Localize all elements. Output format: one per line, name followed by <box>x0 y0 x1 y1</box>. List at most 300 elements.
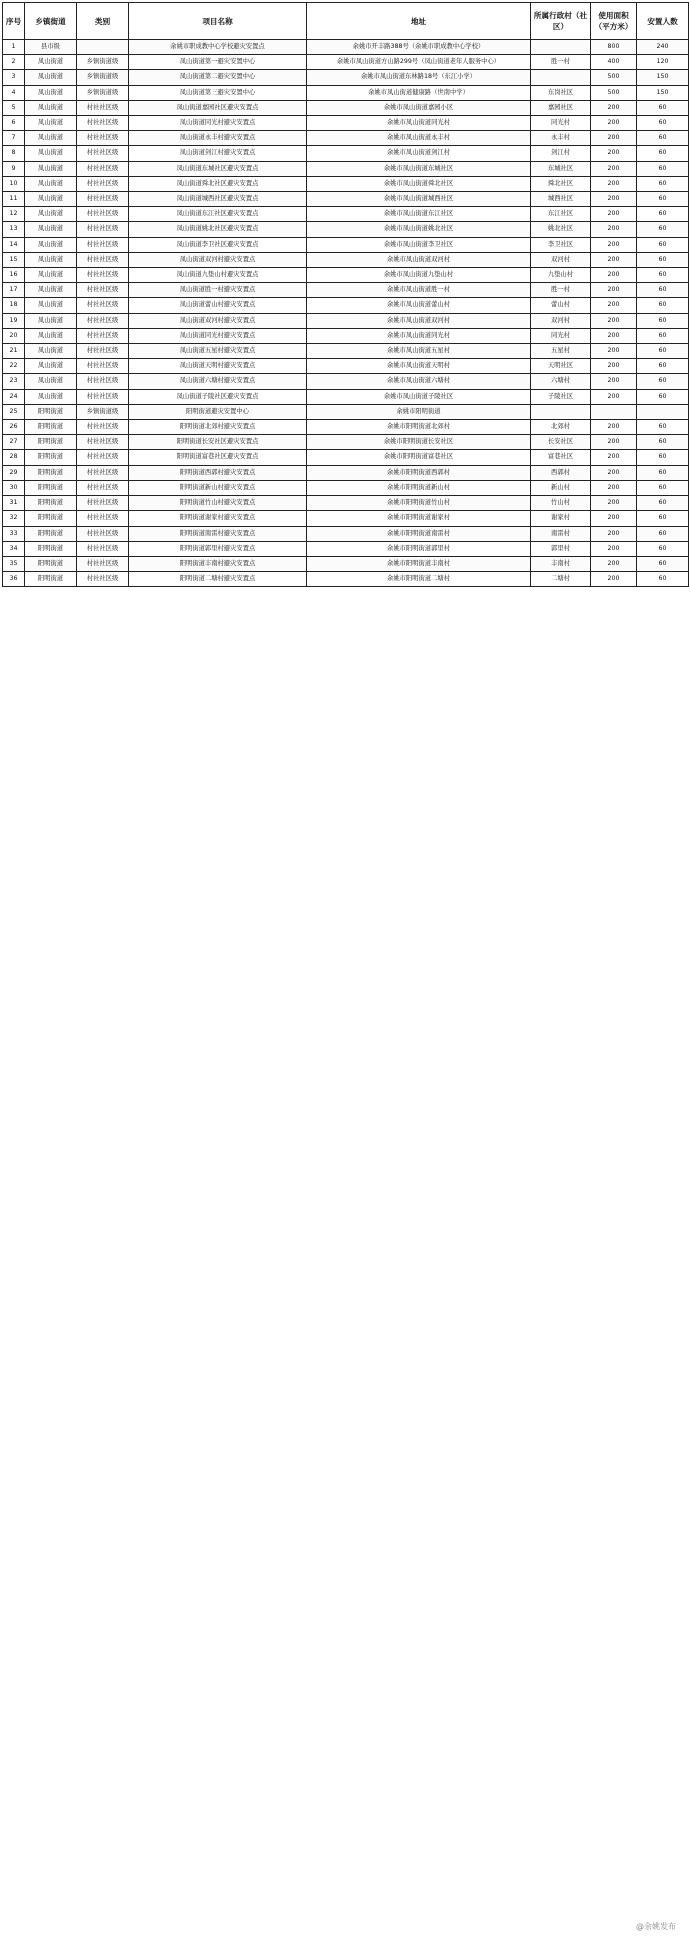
row-village: 五星村 <box>531 344 591 359</box>
row-people: 60 <box>637 161 689 176</box>
row-village: 九垫山村 <box>531 268 591 283</box>
row-name: 凤山街道胜一村避灾安置点 <box>129 283 307 298</box>
row-type: 村社社区级 <box>77 496 129 511</box>
row-people: 60 <box>637 541 689 556</box>
row-village: 西郭村 <box>531 465 591 480</box>
row-address: 余姚市阳明街道北郊村 <box>307 420 531 435</box>
row-name: 阳明街道西郭村避灾安置点 <box>129 465 307 480</box>
row-people: 60 <box>637 100 689 115</box>
row-no: 32 <box>3 511 25 526</box>
row-type: 村社社区级 <box>77 146 129 161</box>
row-town: 阳明街道 <box>25 572 77 587</box>
row-name: 凤山街道同光村避灾安置点 <box>129 328 307 343</box>
row-type: 村社社区级 <box>77 480 129 495</box>
row-town: 阳明街道 <box>25 420 77 435</box>
row-village: 北郊村 <box>531 420 591 435</box>
row-address: 余姚市阳明街道南雷村 <box>307 526 531 541</box>
row-village: 天明社区 <box>531 359 591 374</box>
row-no: 22 <box>3 359 25 374</box>
row-type: 村社社区级 <box>77 556 129 571</box>
table-row <box>3 344 689 359</box>
row-area: 200 <box>591 252 637 267</box>
row-name: 凤山街道东城社区避灾安置点 <box>129 161 307 176</box>
row-address: 余姚市凤山街道李卫社区 <box>307 237 531 252</box>
table-row <box>3 70 689 85</box>
row-no: 31 <box>3 496 25 511</box>
row-village: 剑江村 <box>531 146 591 161</box>
row-address: 余姚市阳明街道竹山村 <box>307 496 531 511</box>
row-people: 60 <box>637 450 689 465</box>
row-people: 60 <box>637 252 689 267</box>
row-village: 谢家村 <box>531 511 591 526</box>
row-area: 200 <box>591 374 637 389</box>
row-area: 200 <box>591 237 637 252</box>
table-row <box>3 450 689 465</box>
shelter-table-sheet <box>2 2 688 587</box>
row-type: 村社社区级 <box>77 252 129 267</box>
row-village: 嘉园社区 <box>531 100 591 115</box>
table-row <box>3 40 689 55</box>
row-people: 60 <box>637 359 689 374</box>
row-no: 34 <box>3 541 25 556</box>
table-row <box>3 511 689 526</box>
row-type: 乡镇街道级 <box>77 404 129 419</box>
row-town: 阳明街道 <box>25 465 77 480</box>
row-town: 阳明街道 <box>25 556 77 571</box>
table-row <box>3 328 689 343</box>
row-type <box>77 40 129 55</box>
row-address: 余姚市凤山街道剑江村 <box>307 146 531 161</box>
row-town: 凤山街道 <box>25 268 77 283</box>
row-type: 村社社区级 <box>77 222 129 237</box>
row-town: 县市级 <box>25 40 77 55</box>
row-address: 余姚市凤山街道健康路（世南中学） <box>307 85 531 100</box>
row-address: 余姚市阳明街道富巷社区 <box>307 450 531 465</box>
row-type: 村社社区级 <box>77 237 129 252</box>
row-address: 余姚市凤山街道同光村 <box>307 116 531 131</box>
table-header-row <box>3 3 689 40</box>
row-no: 2 <box>3 55 25 70</box>
row-town: 凤山街道 <box>25 161 77 176</box>
row-type: 村社社区级 <box>77 100 129 115</box>
row-village: 东城社区 <box>531 161 591 176</box>
row-type: 村社社区级 <box>77 313 129 328</box>
row-name: 凤山街道城西社区避灾安置点 <box>129 192 307 207</box>
table-row <box>3 207 689 222</box>
table-row <box>3 389 689 404</box>
row-address: 余姚市凤山街道子陵社区 <box>307 389 531 404</box>
row-no: 25 <box>3 404 25 419</box>
row-type: 村社社区级 <box>77 328 129 343</box>
row-area: 200 <box>591 526 637 541</box>
row-people: 120 <box>637 55 689 70</box>
row-people: 60 <box>637 496 689 511</box>
row-area: 200 <box>591 100 637 115</box>
header-town: 乡镇街道 <box>25 3 77 40</box>
row-town: 凤山街道 <box>25 313 77 328</box>
header-address: 地址 <box>307 3 531 40</box>
row-address: 余姚市凤山街道同光村 <box>307 328 531 343</box>
table-row <box>3 100 689 115</box>
row-address: 余姚市凤山街道方山路299号（凤山街道老年人服务中心） <box>307 55 531 70</box>
row-town: 凤山街道 <box>25 70 77 85</box>
row-name: 阳明街道丰南村避灾安置点 <box>129 556 307 571</box>
table-row <box>3 252 689 267</box>
row-no: 26 <box>3 420 25 435</box>
table-row <box>3 298 689 313</box>
row-area: 200 <box>591 268 637 283</box>
row-no: 30 <box>3 480 25 495</box>
row-town: 凤山街道 <box>25 283 77 298</box>
row-type: 村社社区级 <box>77 268 129 283</box>
row-type: 村社社区级 <box>77 192 129 207</box>
row-type: 村社社区级 <box>77 116 129 131</box>
row-no: 16 <box>3 268 25 283</box>
row-address: 余姚市阳明街道 <box>307 404 531 419</box>
row-no: 10 <box>3 176 25 191</box>
row-people: 60 <box>637 313 689 328</box>
table-row <box>3 131 689 146</box>
row-no: 33 <box>3 526 25 541</box>
row-village: 竹山村 <box>531 496 591 511</box>
table-row <box>3 192 689 207</box>
row-no: 36 <box>3 572 25 587</box>
header-area: 使用面积（平方米） <box>591 3 637 40</box>
row-village: 城西社区 <box>531 192 591 207</box>
row-type: 村社社区级 <box>77 359 129 374</box>
row-address: 余姚市阳明街道丰南村 <box>307 556 531 571</box>
row-address: 余姚市阳明街道郭里村 <box>307 541 531 556</box>
row-name: 阳明街道二塘村避灾安置点 <box>129 572 307 587</box>
row-type: 村社社区级 <box>77 526 129 541</box>
row-village: 丰南村 <box>531 556 591 571</box>
row-town: 阳明街道 <box>25 541 77 556</box>
row-village: 六塘村 <box>531 374 591 389</box>
row-people: 60 <box>637 420 689 435</box>
row-address: 余姚市凤山街道东江社区 <box>307 207 531 222</box>
row-people: 60 <box>637 116 689 131</box>
row-name: 凤山街道剑江村避灾安置点 <box>129 146 307 161</box>
row-area: 400 <box>591 55 637 70</box>
table-row <box>3 496 689 511</box>
header-people: 安置人数 <box>637 3 689 40</box>
row-people: 60 <box>637 131 689 146</box>
row-town: 凤山街道 <box>25 298 77 313</box>
row-village: 胜一村 <box>531 55 591 70</box>
table-row <box>3 541 689 556</box>
row-town: 凤山街道 <box>25 55 77 70</box>
row-type: 村社社区级 <box>77 435 129 450</box>
row-type: 村社社区级 <box>77 283 129 298</box>
row-address: 余姚市凤山街道嘉园小区 <box>307 100 531 115</box>
row-name: 凤山街道双河村避灾安置点 <box>129 252 307 267</box>
row-town: 凤山街道 <box>25 176 77 191</box>
row-town: 凤山街道 <box>25 389 77 404</box>
table-row <box>3 146 689 161</box>
row-area: 200 <box>591 465 637 480</box>
row-area: 200 <box>591 146 637 161</box>
row-no: 5 <box>3 100 25 115</box>
row-address: 余姚市凤山街道天明村 <box>307 359 531 374</box>
row-people: 60 <box>637 572 689 587</box>
row-village: 同光村 <box>531 328 591 343</box>
row-town: 凤山街道 <box>25 100 77 115</box>
row-area: 200 <box>591 389 637 404</box>
row-people: 60 <box>637 480 689 495</box>
row-address: 余姚市凤山街道姚北社区 <box>307 222 531 237</box>
row-village <box>531 40 591 55</box>
row-area: 800 <box>591 40 637 55</box>
header-no: 序号 <box>3 3 25 40</box>
row-no: 18 <box>3 298 25 313</box>
row-people: 60 <box>637 268 689 283</box>
shelter-table <box>2 2 689 587</box>
row-no: 15 <box>3 252 25 267</box>
row-name: 凤山街道六塘村避灾安置点 <box>129 374 307 389</box>
table-row <box>3 572 689 587</box>
row-village: 新山村 <box>531 480 591 495</box>
row-village: 舜北社区 <box>531 176 591 191</box>
row-people: 60 <box>637 298 689 313</box>
row-area: 200 <box>591 222 637 237</box>
table-row <box>3 420 689 435</box>
row-village: 姚北社区 <box>531 222 591 237</box>
header-name: 项目名称 <box>129 3 307 40</box>
row-address: 余姚市阳明街道二塘村 <box>307 572 531 587</box>
row-town: 凤山街道 <box>25 344 77 359</box>
row-type: 村社社区级 <box>77 465 129 480</box>
row-address: 余姚市阳明街道谢家村 <box>307 511 531 526</box>
table-row <box>3 268 689 283</box>
table-row <box>3 435 689 450</box>
row-town: 凤山街道 <box>25 85 77 100</box>
row-no: 27 <box>3 435 25 450</box>
row-name: 阳明街道新山村避灾安置点 <box>129 480 307 495</box>
row-address: 余姚市凤山街道九垫山村 <box>307 268 531 283</box>
row-address: 余姚市凤山街道东林路18号（东江小学） <box>307 70 531 85</box>
row-people: 60 <box>637 176 689 191</box>
row-no: 28 <box>3 450 25 465</box>
row-name: 凤山街道姚北社区避灾安置点 <box>129 222 307 237</box>
row-name: 凤山街道子陵社区避灾安置点 <box>129 389 307 404</box>
table-row <box>3 313 689 328</box>
row-type: 村社社区级 <box>77 161 129 176</box>
row-area: 200 <box>591 480 637 495</box>
row-village <box>531 70 591 85</box>
row-type: 乡镇街道级 <box>77 55 129 70</box>
row-no: 1 <box>3 40 25 55</box>
row-no: 4 <box>3 85 25 100</box>
table-row <box>3 116 689 131</box>
row-no: 19 <box>3 313 25 328</box>
row-address: 余姚市阳明街道西郭村 <box>307 465 531 480</box>
row-village: 南雷村 <box>531 526 591 541</box>
row-town: 凤山街道 <box>25 131 77 146</box>
row-no: 21 <box>3 344 25 359</box>
row-village: 双河村 <box>531 252 591 267</box>
row-people: 150 <box>637 85 689 100</box>
row-town: 阳明街道 <box>25 435 77 450</box>
row-area: 200 <box>591 298 637 313</box>
row-town: 凤山街道 <box>25 146 77 161</box>
row-no: 24 <box>3 389 25 404</box>
row-address: 余姚市阳明街道长安社区 <box>307 435 531 450</box>
row-town: 凤山街道 <box>25 207 77 222</box>
row-no: 17 <box>3 283 25 298</box>
row-type: 村社社区级 <box>77 344 129 359</box>
row-village: 胜一村 <box>531 283 591 298</box>
row-area: 200 <box>591 131 637 146</box>
row-area: 200 <box>591 435 637 450</box>
row-name: 凤山街道同光村避灾安置点 <box>129 116 307 131</box>
row-people: 60 <box>637 207 689 222</box>
row-people: 240 <box>637 40 689 55</box>
row-town: 凤山街道 <box>25 374 77 389</box>
row-no: 29 <box>3 465 25 480</box>
row-people: 60 <box>637 222 689 237</box>
row-town: 凤山街道 <box>25 252 77 267</box>
row-type: 乡镇街道级 <box>77 70 129 85</box>
row-village: 双河村 <box>531 313 591 328</box>
table-row <box>3 526 689 541</box>
row-address: 余姚市凤山街道五星村 <box>307 344 531 359</box>
row-no: 14 <box>3 237 25 252</box>
row-type: 村社社区级 <box>77 572 129 587</box>
row-people: 60 <box>637 146 689 161</box>
row-people: 60 <box>637 435 689 450</box>
row-type: 村社社区级 <box>77 374 129 389</box>
row-town: 凤山街道 <box>25 222 77 237</box>
row-type: 村社社区级 <box>77 131 129 146</box>
row-name: 凤山街道蕾山村避灾安置点 <box>129 298 307 313</box>
row-town: 凤山街道 <box>25 237 77 252</box>
row-name: 凤山街道五星村避灾安置点 <box>129 344 307 359</box>
row-area: 200 <box>591 541 637 556</box>
row-type: 村社社区级 <box>77 176 129 191</box>
row-area: 500 <box>591 85 637 100</box>
watermark: @余姚发布 <box>636 1922 676 1931</box>
row-area: 200 <box>591 496 637 511</box>
row-no: 23 <box>3 374 25 389</box>
row-town: 阳明街道 <box>25 496 77 511</box>
row-name: 凤山街道舜北社区避灾安置点 <box>129 176 307 191</box>
row-name: 阳明街道避灾安置中心 <box>129 404 307 419</box>
row-people <box>637 404 689 419</box>
row-town: 凤山街道 <box>25 192 77 207</box>
row-name: 阳明街道富巷社区避灾安置点 <box>129 450 307 465</box>
row-name: 凤山街道嘉园社区避灾安置点 <box>129 100 307 115</box>
row-no: 3 <box>3 70 25 85</box>
row-village <box>531 404 591 419</box>
row-village: 蕾山村 <box>531 298 591 313</box>
row-name: 凤山街道第二避灾安置中心 <box>129 70 307 85</box>
row-name: 凤山街道第三避灾安置中心 <box>129 85 307 100</box>
row-address: 余姚市凤山街道六塘村 <box>307 374 531 389</box>
row-type: 乡镇街道级 <box>77 85 129 100</box>
row-area: 200 <box>591 161 637 176</box>
row-name: 凤山街道李卫社区避灾安置点 <box>129 237 307 252</box>
row-village: 子陵社区 <box>531 389 591 404</box>
row-no: 8 <box>3 146 25 161</box>
row-village: 同光村 <box>531 116 591 131</box>
row-village: 富巷社区 <box>531 450 591 465</box>
row-town: 阳明街道 <box>25 450 77 465</box>
row-area: 200 <box>591 450 637 465</box>
table-row <box>3 465 689 480</box>
row-no: 20 <box>3 328 25 343</box>
row-type: 村社社区级 <box>77 420 129 435</box>
row-name: 凤山街道东江社区避灾安置点 <box>129 207 307 222</box>
row-people: 60 <box>637 344 689 359</box>
row-type: 村社社区级 <box>77 541 129 556</box>
row-name: 阳明街道北郊村避灾安置点 <box>129 420 307 435</box>
row-people: 60 <box>637 283 689 298</box>
row-people: 60 <box>637 511 689 526</box>
row-address: 余姚市凤山街道舜北社区 <box>307 176 531 191</box>
row-name: 凤山街道九垫山村避灾安置点 <box>129 268 307 283</box>
row-area: 200 <box>591 556 637 571</box>
row-address: 余姚市凤山街道东城社区 <box>307 161 531 176</box>
row-people: 60 <box>637 328 689 343</box>
table-row <box>3 283 689 298</box>
row-village: 二塘村 <box>531 572 591 587</box>
row-area: 200 <box>591 420 637 435</box>
row-area: 200 <box>591 344 637 359</box>
row-people: 60 <box>637 526 689 541</box>
row-people: 60 <box>637 556 689 571</box>
row-area: 200 <box>591 359 637 374</box>
header-village: 所属行政村（社区） <box>531 3 591 40</box>
row-type: 村社社区级 <box>77 207 129 222</box>
row-people: 150 <box>637 70 689 85</box>
header-type: 类别 <box>77 3 129 40</box>
table-row <box>3 237 689 252</box>
row-address: 余姚市凤山街道城西社区 <box>307 192 531 207</box>
row-name: 凤山街道永丰村避灾安置点 <box>129 131 307 146</box>
row-village: 东江社区 <box>531 207 591 222</box>
row-name: 阳明街道竹山村避灾安置点 <box>129 496 307 511</box>
row-area: 200 <box>591 328 637 343</box>
row-people: 60 <box>637 237 689 252</box>
row-people: 60 <box>637 465 689 480</box>
row-people: 60 <box>637 192 689 207</box>
row-village: 郭里村 <box>531 541 591 556</box>
table-row <box>3 374 689 389</box>
row-area: 500 <box>591 70 637 85</box>
row-no: 7 <box>3 131 25 146</box>
row-area: 200 <box>591 176 637 191</box>
row-area: 200 <box>591 192 637 207</box>
row-address: 余姚市凤山街道胜一村 <box>307 283 531 298</box>
table-row <box>3 359 689 374</box>
row-area: 200 <box>591 572 637 587</box>
row-village: 长安社区 <box>531 435 591 450</box>
row-no: 12 <box>3 207 25 222</box>
row-no: 35 <box>3 556 25 571</box>
row-address: 余姚市凤山街道蕾山村 <box>307 298 531 313</box>
table-row <box>3 85 689 100</box>
table-row <box>3 480 689 495</box>
row-name: 余姚市职成教中心学校避灾安置点 <box>129 40 307 55</box>
row-name: 阳明街道郭里村避灾安置点 <box>129 541 307 556</box>
row-no: 11 <box>3 192 25 207</box>
table-body <box>3 40 689 587</box>
row-village: 李卫社区 <box>531 237 591 252</box>
row-name: 凤山街道双河村避灾安置点 <box>129 313 307 328</box>
row-address: 余姚市凤山街道永丰村 <box>307 131 531 146</box>
table-row <box>3 55 689 70</box>
row-type: 村社社区级 <box>77 298 129 313</box>
